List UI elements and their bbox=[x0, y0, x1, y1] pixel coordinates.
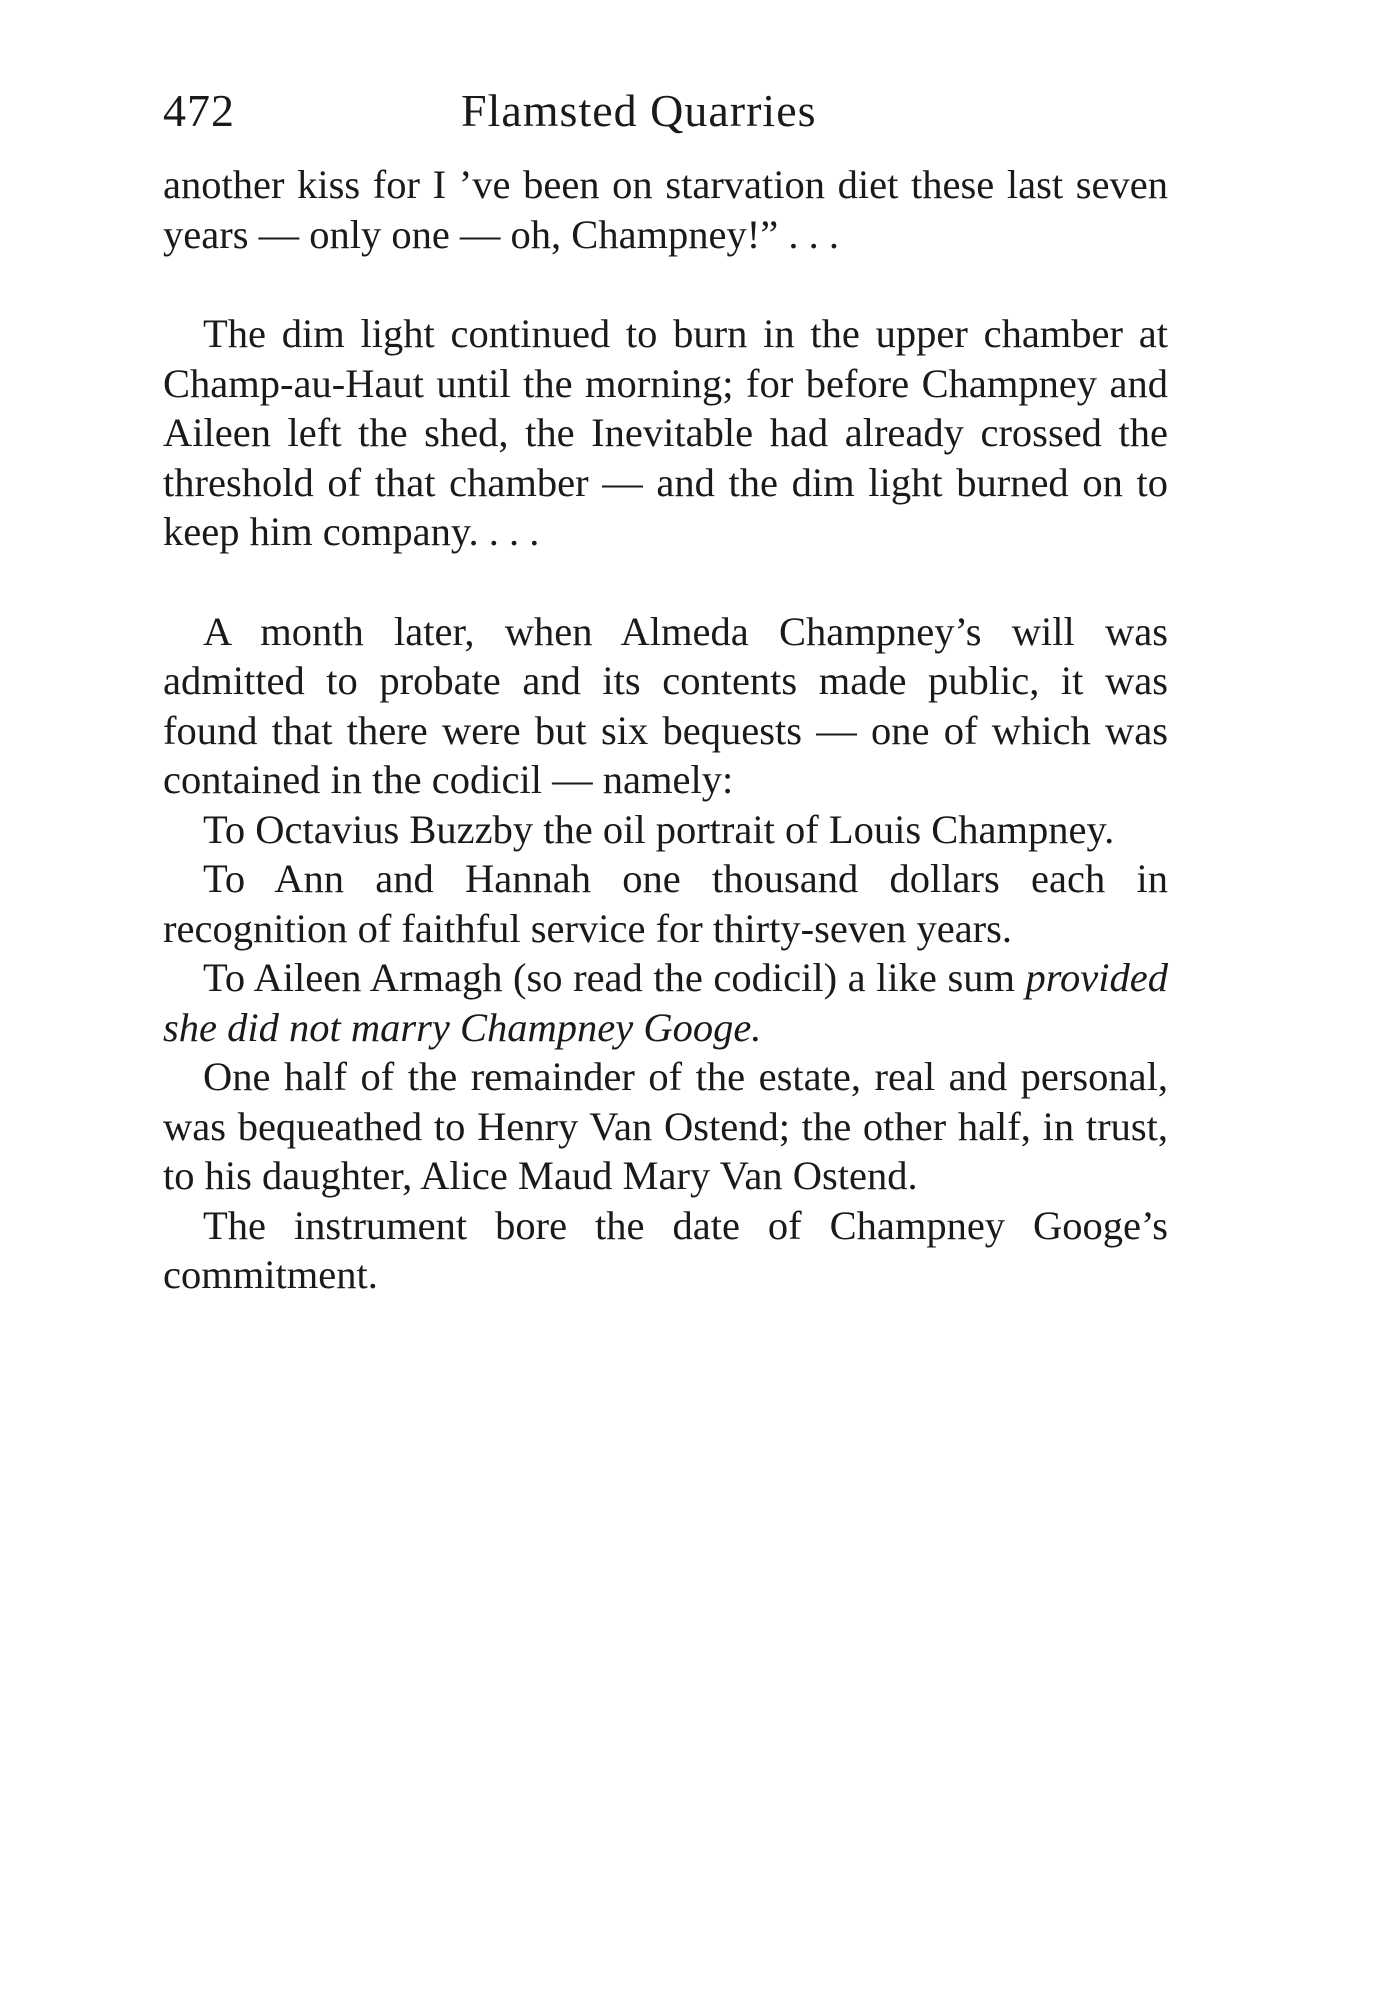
page-header bbox=[163, 84, 1168, 144]
running-title: Flamsted Quarries bbox=[461, 85, 817, 136]
page-number: 472 bbox=[163, 85, 235, 136]
bequest-aileen-condition: provided she did not marry Champney Googe. bbox=[163, 955, 1168, 1050]
bequest-aileen-text: To Aileen Armagh (so read the codicil) a like sum bbox=[203, 955, 1026, 1000]
bequest-aileen bbox=[163, 953, 1168, 1052]
paragraph-continued-dialogue: another kiss for I ’ve been on starvation diet these last seven years — only one — oh, Champney!” . . . bbox=[163, 162, 1168, 257]
paragraph-instrument-date: The instrument bore the date of Champney Googe’s commitment. bbox=[163, 1202, 1168, 1297]
bequest-octavius: To Octavius Buzzby the oil portrait of Louis Champney. bbox=[203, 806, 1115, 852]
bequest-remainder: One half of the remainder of the estate, real and personal, was bequeathed to Henry Van Ostend; the other half, in trust, to his daughter, Alice Maud Mary Van Ostend. bbox=[163, 1054, 1168, 1198]
body-text bbox=[163, 160, 1168, 1300]
paragraph-will-probate: A month later, when Almeda Champney’s will was admitted to probate and its contents made public, it was found that there were but six bequests — one of which was contained in the codicil — namely: bbox=[163, 608, 1168, 802]
bequest-ann-hannah: To Ann and Hannah one thousand dollars each in recognition of faithful service for thirty-seven years. bbox=[163, 856, 1168, 951]
paragraph-dim-light: The dim light continued to burn in the upper chamber at Champ-au-Haut until the morning; for before Champney and Aileen left the shed, the Inevitable had already crossed the threshold of that chamber — and the dim light burned on to keep him company. . . . bbox=[163, 311, 1168, 554]
